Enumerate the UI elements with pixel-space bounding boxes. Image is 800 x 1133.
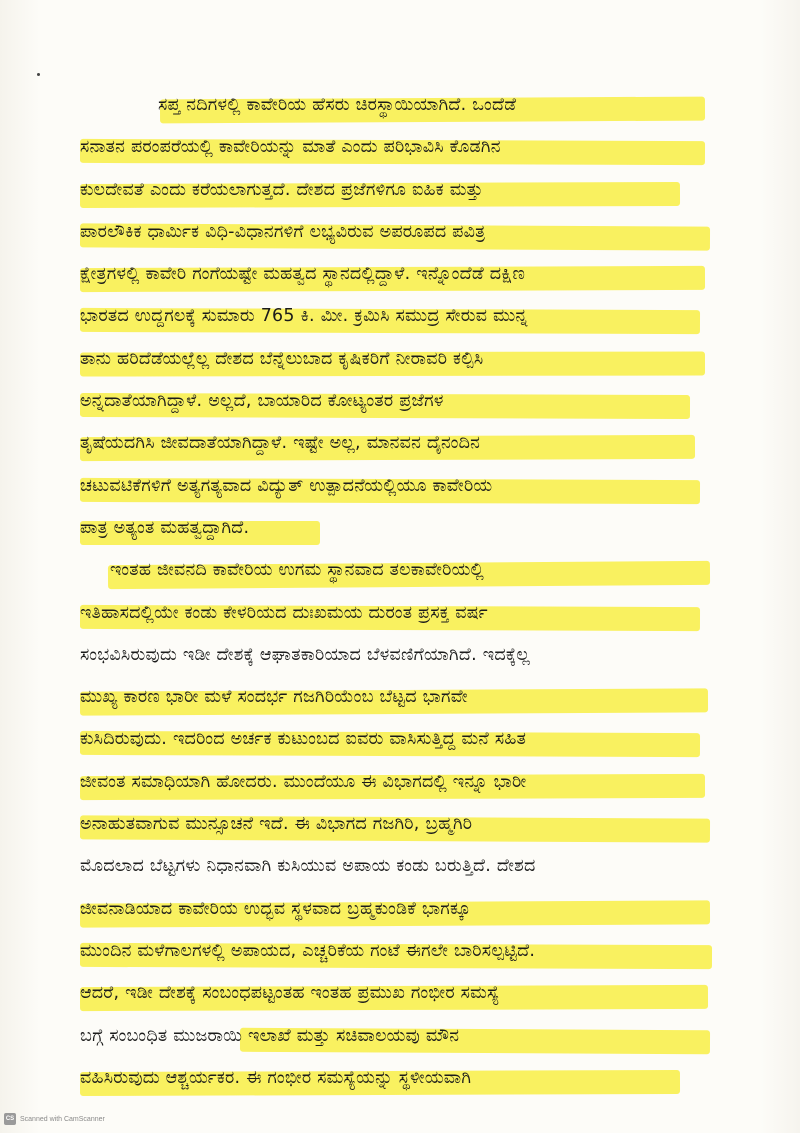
line-text: ಸಂಭವಿಸಿರುವುದು ಇಡೀ ದೇಶಕ್ಕೆ ಆಘಾತಕಾರಿಯಾದ ಬೆಳವಣಿಗೆಯಾಗಿದೆ. ಇದಕ್ಕೆಲ್ಲ	[80, 644, 531, 665]
text-line	[80, 718, 720, 760]
text-line	[80, 634, 720, 676]
text-line	[80, 803, 720, 845]
text-line	[80, 295, 720, 337]
line-text: ಕುಸಿದಿರುವುದು. ಇದರಿಂದ ಅರ್ಚಕ ಕುಟುಂಬದ ಐವರು ವಾಸಿಸುತ್ತಿದ್ದ ಮನೆ ಸಹಿತ	[80, 729, 527, 750]
text-line	[80, 845, 720, 887]
text-line	[80, 676, 720, 718]
line-text: ಆದರೆ, ಇಡೀ ದೇಶಕ್ಕೆ ಸಂಬಂಧಪಟ್ಟಂತಹ ಇಂತಹ ಪ್ರಮುಖ ಗಂಭೀರ ಸಮಸ್ಯೆ	[80, 983, 500, 1004]
line-text: ಅನಾಹುತವಾಗುವ ಮುನ್ಸೂಚನೆ ಇದೆ. ಈ ವಿಭಾಗದ ಗಜಗಿರಿ, ಬ್ರಹ್ಮಗಿರಿ	[80, 814, 473, 835]
text-line	[80, 380, 720, 422]
text-line	[80, 1057, 720, 1099]
text-line	[80, 338, 720, 380]
line-text: ಸನಾತನ ಪರಂಪರೆಯಲ್ಲಿ ಕಾವೇರಿಯನ್ನು ಮಾತೆ ಎಂದು ಪರಿಭಾವಿಸಿ ಕೊಡಗಿನ	[80, 137, 501, 158]
line-text: ಅನ್ನದಾತೆಯಾಗಿದ್ದಾಳೆ. ಅಲ್ಲದೆ, ಬಾಯಾರಿದ ಕೋಟ್ಯಂತರ ಪ್ರಜೆಗಳ	[80, 391, 444, 412]
line-text: ಕ್ಷೇತ್ರಗಳಲ್ಲಿ ಕಾವೇರಿ ಗಂಗೆಯಷ್ಟೇ ಮಹತ್ವದ ಸ್ಥಾನದಲ್ಲಿದ್ದಾಳೆ. ಇನ್ನೊಂದೆಡೆ ದಕ್ಷಿಣ	[80, 264, 526, 285]
scanner-watermark	[4, 1113, 105, 1125]
text-line	[80, 592, 720, 634]
line-text: ಭಾರತದ ಉದ್ದಗಲಕ್ಕೆ ಸುಮಾರು 765 ಕಿ. ಮೀ. ಕ್ರಮಿಸಿ ಸಮುದ್ರ ಸೇರುವ ಮುನ್ನ	[80, 306, 528, 327]
text-line	[80, 549, 720, 591]
line-text: ತಾನು ಹರಿದೆಡೆಯಲ್ಲೆಲ್ಲ ದೇಶದ ಬೆನ್ನೆಲುಬಾದ ಕೃಷಿಕರಿಗೆ ನೀರಾವರಿ ಕಲ್ಪಿಸಿ	[80, 348, 484, 369]
line-text: ಜೀವಂತ ಸಮಾಧಿಯಾಗಿ ಹೋದರು. ಮುಂದೆಯೂ ಈ ವಿಭಾಗದಲ್ಲಿ ಇನ್ನೂ ಭಾರೀ	[80, 771, 527, 792]
line-text: ಮೊದಲಾದ ಬೆಟ್ಟಗಳು ನಿಧಾನವಾಗಿ ಕುಸಿಯುವ ಅಪಾಯ ಕಂಡು ಬರುತ್ತಿದೆ. ದೇಶದ	[80, 856, 536, 877]
line-text: ಸಪ್ತ ನದಿಗಳಲ್ಲಿ ಕಾವೇರಿಯ ಹೆಸರು ಚಿರಸ್ಥಾಯಿಯಾಗಿದೆ. ಒಂದೆಡೆ	[158, 95, 517, 115]
line-text: ಜೀವನಾಡಿಯಾದ ಕಾವೇರಿಯ ಉದ್ಭವ ಸ್ಥಳವಾದ ಬ್ರಹ್ಮಕುಂಡಿಕೆ ಭಾಗಕ್ಕೂ	[80, 898, 471, 919]
document-body	[80, 84, 720, 1099]
text-line	[80, 507, 720, 549]
text-line	[80, 253, 720, 295]
line-text: ಇತಿಹಾಸದಲ್ಲಿಯೇ ಕಂಡು ಕೇಳರಿಯದ ದುಃಖಮಯ ದುರಂತ ಪ್ರಸಕ್ತ ವರ್ಷ	[80, 602, 488, 623]
text-line	[80, 972, 720, 1014]
text-line	[80, 422, 720, 464]
scan-speck	[37, 73, 40, 76]
line-text: ಇಂತಹ ಜೀವನದಿ ಕಾವೇರಿಯ ಉಗಮ ಸ್ಥಾನವಾದ ತಲಕಾವೇರಿಯಲ್ಲಿ	[110, 560, 484, 581]
text-line	[80, 465, 720, 507]
line-text: ಕುಲದೇವತೆ ಎಂದು ಕರೆಯಲಾಗುತ್ತದೆ. ದೇಶದ ಪ್ರಜೆಗಳಿಗೂ ಐಹಿಕ ಮತ್ತು	[80, 179, 484, 200]
text-line	[80, 1015, 720, 1057]
watermark-text: Scanned with CamScanner	[20, 1115, 105, 1123]
text-line	[80, 126, 720, 168]
line-text: ಪಾತ್ರ ಅತ್ಯಂತ ಮಹತ್ವದ್ದಾಗಿದೆ.	[80, 517, 250, 538]
line-text: ತೃಷೆಯದಗಿಸಿ ಜೀವದಾತೆಯಾಗಿದ್ದಾಳೆ. ಇಷ್ಟೇ ಅಲ್ಲ, ಮಾನವನ ದೈನಂದಿನ	[80, 433, 481, 454]
line-text: ವಹಿಸಿರುವುದು ಆಶ್ಚರ್ಯಕರ. ಈ ಗಂಭೀರ ಸಮಸ್ಯೆಯನ್ನು ಸ್ಥಳೀಯವಾಗಿ	[80, 1067, 472, 1088]
text-line	[80, 930, 720, 972]
text-line	[80, 888, 720, 930]
text-line	[80, 761, 720, 803]
text-line	[80, 169, 720, 211]
line-text: ಬಗ್ಗೆ ಸಂಬಂಧಿತ ಮುಜರಾಯಿ ಇಲಾಖೆ ಮತ್ತು ಸಚಿವಾಲಯವು ಮೌನ	[80, 1025, 460, 1046]
line-text: ಮುಂದಿನ ಮಳೆಗಾಲಗಳಲ್ಲಿ ಅಪಾಯದ, ಎಚ್ಚರಿಕೆಯ ಗಂಟೆ ಈಗಲೇ ಬಾರಿಸಲ್ಪಟ್ಟಿದೆ.	[80, 940, 536, 961]
text-line	[80, 211, 720, 253]
line-text: ಮುಖ್ಯ ಕಾರಣ ಭಾರೀ ಮಳೆ ಸಂದರ್ಭ ಗಜಗಿರಿಯೆಂಬ ಬೆಟ್ಟದ ಭಾಗವೇ	[80, 687, 468, 708]
line-text: ಚಟುವಟಿಕೆಗಳಿಗೆ ಅತ್ಯಗತ್ಯವಾದ ವಿದ್ಯುತ್ ಉತ್ಪಾದನೆಯಲ್ಲಿಯೂ ಕಾವೇರಿಯ	[80, 475, 493, 496]
line-text: ಪಾರಲೌಕಿಕ ಧಾರ್ಮಿಕ ವಿಧಿ-ವಿಧಾನಗಳಿಗೆ ಲಭ್ಯವಿರುವ ಅಪರೂಪದ ಪವಿತ್ರ	[80, 221, 486, 242]
camscanner-logo-icon: CS	[4, 1113, 16, 1125]
text-line	[80, 84, 720, 126]
